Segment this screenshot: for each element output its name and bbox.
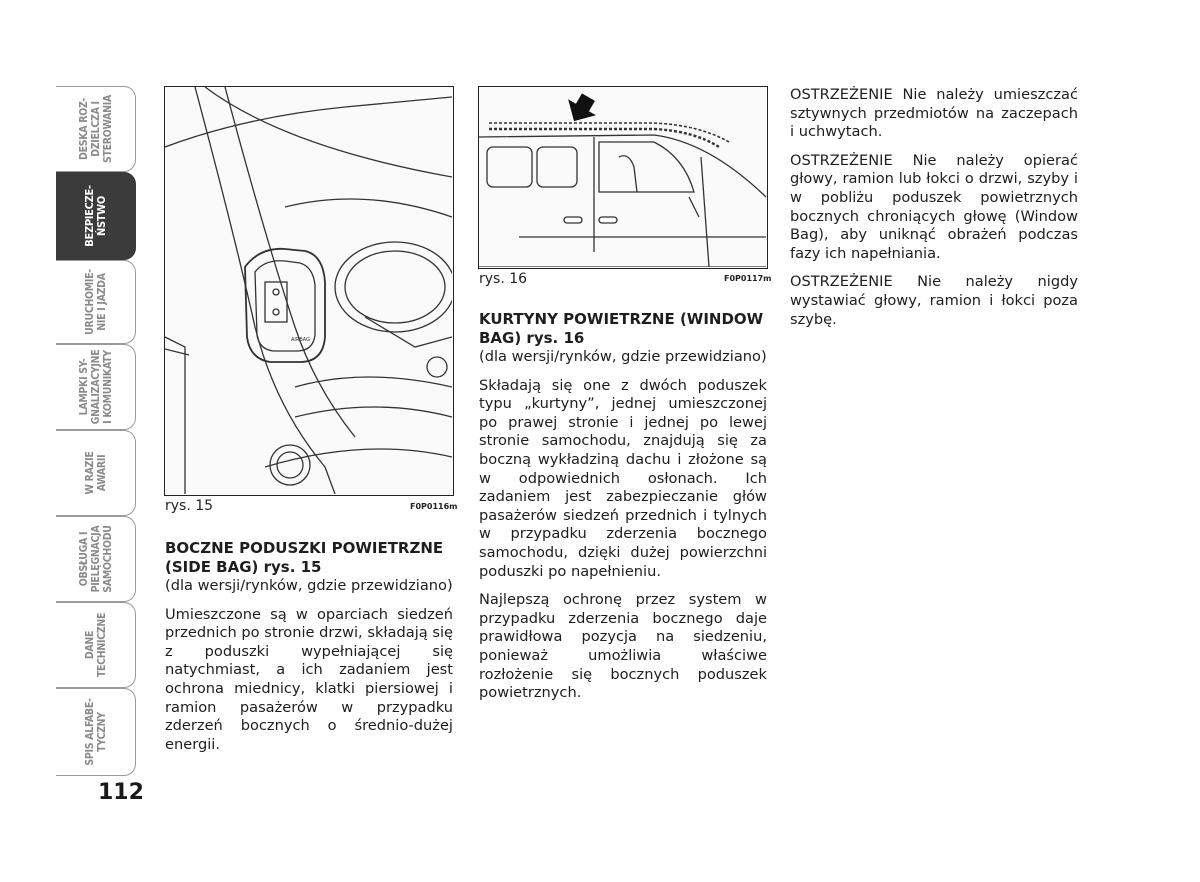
figure-16-code: F0P0117m [724, 274, 772, 283]
tab-label: SPIS ALFABE- TYCZNY [83, 698, 108, 766]
side-bag-heading: BOCZNE PODUSZKI POWIETRZNE (SIDE BAG) rys. 15 [165, 539, 444, 576]
figure-16-caption: rys. 16 [479, 271, 528, 287]
window-bag-availability: (dla wersji/rynków, gdzie przewidziano) [479, 348, 767, 365]
window-bag-paragraph-1: Składają się one z dwóch poduszek typu „kurtyny”, jednej umieszczonej po prawej stronie i jednej po lewej stronie samochodu, znajdują się za boczną wykładziną dachu i złożone są w odpowiednich osłonach. Ich zadaniem jest zabezpieczanie głów pasażerów siedzeń przednich i tylnych w przypadku zderzenia bocznego samochodu, dzięki dużej powierzchni poduszki po napełnieniu. [479, 376, 767, 580]
page-number: 112 [98, 780, 144, 805]
tab-obsluga[interactable] [56, 516, 136, 602]
tab-label: W RAZIE AWARII [83, 451, 108, 495]
column-1-text [165, 539, 453, 764]
tab-deska-rozdzielcza[interactable] [56, 86, 136, 172]
tab-label: LAMPKI SY- GNALIZACYJNE I KOMUNIKATY [77, 349, 114, 425]
tab-label: BEZPIECZE- ŃSTWO [82, 185, 108, 247]
tab-dane-techniczne[interactable] [56, 602, 136, 688]
window-bag-paragraph-2: Najlepszą ochronę przez system w przypadku zderzenia bocznego daje prawidłowa pozycja na siedzeniu, ponieważ umożliwia właściwe rozłożenie się bocznych poduszek powietrznych. [479, 591, 767, 702]
van-curtain-illustration [479, 87, 766, 267]
window-bag-heading: KURTYNY POWIETRZNE (WINDOW BAG) rys. 16 [479, 310, 764, 347]
tab-lampki[interactable] [56, 344, 136, 430]
figure-window-bag [478, 86, 768, 269]
warning-2: OSTRZEŻENIE Nie należy opierać głowy, ramion lub łokci o drzwi, szyby i w pobliżu poduszek powietrznych bocznych chroniących głowę (Window Bag), aby uniknąć obrażeń podczas fazy ich napełniania. [790, 151, 1078, 262]
side-bag-availability: (dla wersji/rynków, gdzie przewidziano) [165, 577, 453, 594]
tab-bezpieczenstwo[interactable] [56, 172, 136, 260]
figure-15-code: F0P0116m [410, 502, 458, 511]
warning-3: OSTRZEŻENIE Nie należy nigdy wystawiać głowy, ramion i łokci poza szybę. [790, 273, 1078, 328]
tab-spis-alfabetyczny[interactable] [56, 688, 136, 776]
column-3-text [790, 86, 1078, 339]
tab-label: DANE TECHNICZNE [83, 612, 108, 678]
tab-label: OBSŁUGA I PIELĘGNACJA SAMOCHODU [77, 525, 114, 593]
side-bag-paragraph: Umieszczone są w oparciach siedzeń przednich po stronie drzwi, składają się z poduszki wypełniającej się natychmiast, a ich zadaniem jest ochrona miednicy, klatki piersiowej i ramion pasażerów w przypadku zderzeń bocznych o średnio-dużej energii. [165, 605, 453, 753]
tab-uruchomienie[interactable] [56, 260, 136, 344]
tab-label: URUCHOMIE- NIE I JAZDA [83, 269, 108, 335]
figure-15-caption: rys. 15 [165, 498, 214, 514]
tab-label: DESKA ROZ- DZIELCZA I STEROWANIA [77, 95, 114, 163]
airbag-label-text: AIRBAG [291, 337, 311, 343]
figure-side-bag [164, 86, 454, 496]
warning-1: OSTRZEŻENIE Nie należy umieszczać sztywnych przedmiotów na zaczepach i uchwytach. [790, 86, 1078, 141]
column-2-text [479, 310, 767, 713]
tab-w-razie-awarii[interactable] [56, 430, 136, 516]
seat-airbag-illustration [165, 87, 452, 494]
